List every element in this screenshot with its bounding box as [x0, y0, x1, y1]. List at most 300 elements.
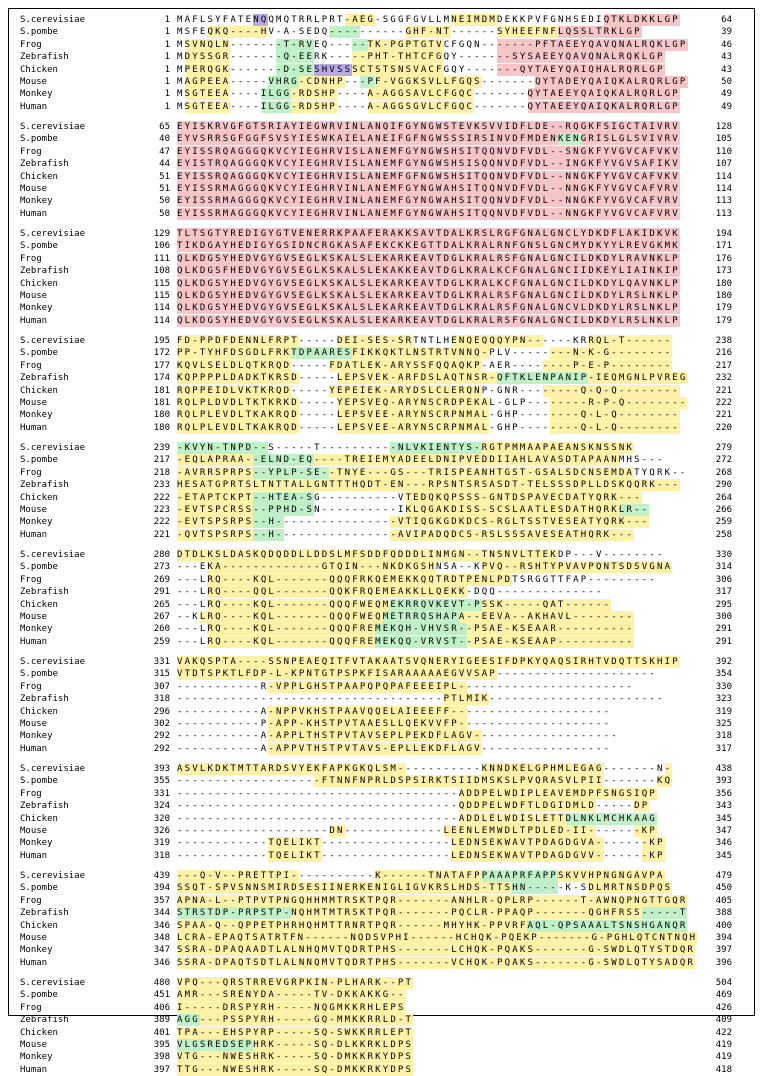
residue-run: ---- — [230, 89, 261, 100]
residue-run: QYTADEYQAIQKALRQRLGP — [535, 76, 688, 87]
start-position: 233 — [153, 480, 170, 491]
residue-run: SGTEEA — [184, 101, 231, 112]
start-position: 181 — [153, 385, 170, 396]
residue-run: NEIMDM — [451, 15, 498, 25]
end-position: 268 — [715, 467, 732, 478]
species-name: Monkey — [20, 196, 53, 207]
sequence-segment — [177, 932, 697, 944]
start-position: 223 — [153, 504, 170, 515]
sequence-segment — [177, 183, 680, 195]
residue-run: -IEQMGNLPVREG — [588, 373, 688, 384]
species-name: S.pombe — [20, 990, 58, 1001]
residue-run: APNA-L--PTPVTPNGQHHMMTRSKTPQR-------ANHLR-QPLRP------T-AWNQPNGTTGQR — [177, 895, 688, 906]
species-name: Human — [20, 850, 48, 861]
residue-run: ---E — [177, 562, 208, 573]
residue-run: -QVTSPSRPS — [177, 529, 254, 540]
start-position: 115 — [153, 278, 170, 289]
residue-run: EYISSRMAGGGQKVCYIEGHRVINLANEMFGYNGWAHSITQQNVDFVDL--NNGKFYVGVCAFVRV — [177, 208, 680, 219]
residue-run: NSA--K — [436, 562, 482, 573]
start-position: 239 — [153, 443, 170, 453]
residue-run: VPQ---QRSTRREVGRPKIN-PLHARK--PT — [177, 978, 414, 988]
residue-run: ------------------- — [466, 718, 612, 729]
residue-run: RQ----KQL-------QQQFRKQEMEKKQQTRDTPENLPD — [207, 574, 513, 585]
sequence-segment — [177, 409, 680, 421]
residue-run: ---L — [177, 624, 208, 635]
end-position: 128 — [715, 122, 732, 132]
sequence-segment — [177, 76, 688, 88]
residue-run: A--EEVA--AKHAVL-------- — [458, 611, 635, 622]
end-position: 114 — [715, 183, 732, 194]
sequence-segment — [177, 730, 619, 742]
start-position: 217 — [153, 455, 170, 466]
residue-run: QMQTRRLPRT — [268, 15, 345, 25]
sequence-segment — [177, 1051, 413, 1063]
start-position: 451 — [153, 990, 170, 1001]
residue-run: ---- — [329, 27, 360, 38]
species-name: S.cerevisiae — [20, 122, 86, 132]
end-position: 419 — [715, 1039, 732, 1050]
residue-run: TIKDGAYHEDIGYGSIDNCRGKASAFEKCKKEGTTDALKRALRNFGNSLGNCMYDKYYLREVGKMK — [177, 241, 680, 252]
residue-run: ------ — [230, 64, 277, 75]
residue-run: ----- — [596, 801, 635, 812]
sequence-segment — [177, 14, 680, 26]
species-name: Chicken — [20, 920, 58, 931]
residue-run: -AVRRSPRPS — [177, 467, 254, 478]
residue-run: ENQEQQQYPN-- — [451, 336, 543, 346]
end-position: 450 — [715, 883, 732, 894]
residue-run: MSFE — [177, 27, 208, 38]
sequence-segment — [177, 504, 649, 516]
residue-run: LCRA-EPAQTSATRTFN------NQDSVPHI------HCHQK-PQEKP-------G-PGHLQTCNTNQH — [177, 932, 698, 943]
end-position: 221 — [715, 385, 732, 396]
residue-run: QKQ----H — [207, 27, 269, 38]
end-position: 504 — [715, 978, 732, 988]
residue-run: QLKDGSYHEDVGYGVSEGLKSKALSLEKARKEAVTDGLKRALRSFGNALGNCVLDKDYLRSLNKLP — [177, 303, 680, 314]
end-position: 346 — [715, 838, 732, 849]
end-position: 426 — [715, 1002, 732, 1013]
species-name: Mouse — [20, 504, 48, 515]
end-position: 113 — [715, 196, 732, 207]
residue-run: QLKDGSYHEDVGYGVSEGLKSKALSLEKARKEAVTDGLKRALRSFGNALGNCILDKDYLRAVNKLP — [177, 253, 680, 264]
start-position: 307 — [153, 681, 170, 692]
sequence-segment — [177, 788, 657, 800]
end-position: 469 — [715, 990, 732, 1001]
residue-run: QLKDGSYHEDVGYGVSEGLKSKALSLEKARKEAVTDGLKRALRSFGNALGNCILDKDYLRSLNKLP — [177, 315, 680, 326]
residue-run: ----- — [603, 838, 642, 849]
end-position: 393 — [715, 776, 732, 787]
residue-run: ------ — [359, 27, 406, 38]
residue-run: HN---- — [512, 883, 558, 894]
start-position: 347 — [153, 945, 170, 956]
residue-run: ---L — [177, 636, 208, 647]
start-position: 114 — [153, 315, 170, 326]
residue-run: TEDQKQPSSS-GNTDSPAVECDATYQRK--- — [405, 492, 642, 503]
species-name: Chicken — [20, 492, 58, 503]
end-position: 409 — [715, 1015, 732, 1026]
residue-run: ------- — [603, 776, 657, 787]
residue-run: VTG---NWESHRK-----SQ-DMKKRKYDPS — [177, 1052, 414, 1063]
residue-run: TDPAARES — [291, 348, 353, 359]
residue-run: ---------- — [405, 764, 482, 774]
residue-run: -RDSHP — [291, 101, 338, 112]
species-name: Mouse — [20, 76, 48, 87]
species-name: Frog — [20, 467, 42, 478]
species-name: S.pombe — [20, 883, 58, 894]
start-position: 346 — [153, 957, 170, 968]
residue-run: RQ----QQL-------QQKFRQEMEAKKLLQEKK — [207, 587, 467, 598]
start-position: 129 — [153, 229, 170, 239]
residue-run: EKRRQVKEVT-P — [390, 599, 482, 610]
residue-run: -----------A — [177, 706, 269, 717]
sequence-segment — [177, 870, 665, 882]
residue-run: -TNYE---GS---TRISPEANHTGST-GSALSDCNSEMDA — [329, 467, 635, 478]
residue-run: EYISSRMAGGGQKVCYIEGHRVINLANEMFGYNGWAHSITQQNVDFVDL--NNGKFYVGVCAFVRV — [177, 196, 680, 207]
species-name: S.pombe — [20, 241, 58, 252]
end-position: 217 — [715, 360, 732, 371]
residue-run: -VPPLGHSTPAAPQPQPAFEEEIPL- — [268, 681, 467, 692]
end-position: 323 — [715, 694, 732, 705]
start-position: 180 — [153, 410, 170, 421]
start-position: 222 — [153, 517, 170, 528]
residue-run: LEDNSEKWAVTPDAGDGVA- — [451, 838, 604, 849]
start-position: 296 — [153, 706, 170, 717]
sequence-segment — [177, 315, 680, 327]
start-position: 40 — [159, 134, 170, 145]
end-position: 392 — [715, 657, 732, 667]
residue-run: M — [177, 101, 185, 112]
residue-run: -GHP---- — [489, 410, 551, 421]
residue-run: RQLPLEVDLTKAKRQD — [177, 422, 299, 433]
residue-run: SVNQLN — [184, 39, 231, 50]
sequence-segment — [177, 26, 642, 38]
species-name: Mouse — [20, 397, 48, 408]
end-position: 291 — [715, 624, 732, 635]
residue-run: -APPLTHSTPVTAVSEPLPEKDFLAGV- — [268, 731, 482, 742]
residue-run: PERQGK — [184, 64, 231, 75]
residue-run: -D-SE — [276, 64, 315, 75]
species-name: Zebrafish — [20, 52, 69, 63]
start-position: 174 — [153, 373, 170, 384]
sequence-segment — [177, 561, 672, 573]
residue-run: -------------- — [283, 529, 391, 540]
start-position: 397 — [153, 1064, 170, 1075]
residue-run: LQSSLTRKLGP — [557, 27, 642, 38]
residue-run: LRQ----KQL-------QQQFWEQ — [199, 611, 383, 622]
species-name: Zebrafish — [20, 908, 69, 919]
residue-run: ------- — [474, 89, 528, 100]
residue-run: ---------------------- — [466, 681, 635, 692]
species-name: S.pombe — [20, 134, 58, 145]
residue-run: EYISSRQAGGGQKVCYIEGHRVISLANEMFGYNGWSHSITQQNVDFVDL--SNGKFYVGVCAFVKV — [177, 146, 680, 157]
end-position: 259 — [715, 517, 732, 528]
species-name: Human — [20, 101, 48, 112]
start-position: 269 — [153, 574, 170, 585]
residue-run: -PSAE-KSEAAP---------- — [466, 636, 635, 647]
start-position: 111 — [153, 253, 170, 264]
residue-run: FDATLEK-ARYSSFQQAQKP — [329, 360, 482, 371]
species-name: Zebrafish — [20, 587, 69, 598]
sequence-segment — [177, 611, 634, 623]
sequence-segment — [177, 882, 672, 894]
species-name: Zebrafish — [20, 1015, 69, 1026]
sequence-segment — [177, 989, 406, 1001]
residue-run: ---------- — [298, 871, 376, 881]
residue-run: QTKLDKKLGP — [603, 15, 680, 25]
residue-run: -------------- — [283, 517, 391, 528]
residue-run: QY----- — [443, 52, 498, 63]
residue-run: HRK-----SQ-DLKKRKLDPS — [253, 1039, 414, 1050]
start-position: 1 — [164, 76, 170, 87]
species-name: Mouse — [20, 825, 48, 836]
residue-run: ----------------- — [321, 850, 452, 861]
residue-run: VTDTSPKTLFDP-L-KPNTGTPSPKFISARAAAAAEGVVSAP — [177, 669, 497, 680]
sequence-segment — [177, 574, 657, 586]
residue-run: ------------ — [177, 850, 269, 861]
species-name: S.pombe — [20, 562, 58, 573]
sequence-segment — [177, 158, 680, 170]
sequence-segment — [177, 240, 680, 252]
residue-run: ----- — [230, 76, 269, 87]
start-position: 267 — [153, 611, 170, 622]
sequence-segment — [177, 599, 611, 611]
residue-run: -Q-EE — [276, 52, 315, 63]
residue-run: ---- — [337, 101, 368, 112]
residue-run: ----Q-L-Q-------- — [550, 422, 680, 433]
residue-run: -AVIPADQDCS-RSLSSSAVESEATHQRK--- — [390, 529, 635, 540]
sequence-segment — [177, 668, 657, 680]
residue-run: ------------------------------------- — [177, 788, 459, 799]
residue-run: -AEG — [344, 15, 376, 25]
end-position: 49 — [721, 101, 732, 112]
species-name: Monkey — [20, 731, 53, 742]
end-position: 400 — [715, 920, 732, 931]
residue-run: AMR---SRENYDA-----TV-DKKAKKG-- — [177, 990, 406, 1001]
end-position: 347 — [715, 825, 732, 836]
residue-run: RQ----KQL-------QQQFRE — [207, 624, 376, 635]
residue-run: -----T — [641, 908, 688, 919]
sequence-segment — [177, 228, 680, 240]
residue-run: ------------ — [177, 838, 269, 849]
species-name: Human — [20, 208, 48, 219]
end-position: 306 — [715, 574, 732, 585]
residue-run: KLQGAKDISS-SCSLAATLESDATHQRK — [405, 504, 619, 515]
end-position: 113 — [715, 208, 732, 219]
sequence-segment — [177, 825, 657, 837]
start-position: 355 — [153, 776, 170, 787]
species-name: Monkey — [20, 517, 53, 528]
residue-run: AGPEEA — [184, 76, 231, 87]
residue-run: TSRGGTTFAP--------- — [512, 574, 657, 585]
residue-run: ---L — [177, 574, 208, 585]
sequence-segment — [177, 718, 611, 730]
residue-run: ------- — [474, 101, 528, 112]
end-position: 264 — [715, 492, 732, 503]
species-name: S.cerevisiae — [20, 978, 86, 988]
start-position: 106 — [153, 241, 170, 252]
residue-run: -ETAPTCKPT — [177, 492, 254, 503]
end-position: 179 — [715, 303, 732, 314]
residue-run: -AER---- — [481, 360, 543, 371]
residue-run: EYISTRQAGGGQKVCYIEGHRVISLANEMFGYNGWSHSISQQNVDFVDL--INGKFYVGVSAFIKV — [177, 159, 680, 170]
species-name: S.pombe — [20, 776, 58, 787]
start-position: 1 — [164, 89, 170, 100]
residue-run: -KVYN-TNPD-- — [177, 443, 269, 453]
residue-run: SHVSS — [314, 64, 353, 75]
residue-run: TQELIKT — [268, 850, 322, 861]
residue-run: EQ--- — [314, 39, 353, 50]
residue-run: -P — [359, 76, 376, 87]
residue-run: ----P-E-P-------- — [542, 360, 673, 371]
residue-run: EYISSRQAGGGQKVCYIEGHRVISLANEMFGFNGWSHSITQQNVDFVDL--NNGKFYVGVCAFVKV — [177, 171, 680, 182]
end-position: 438 — [715, 764, 732, 774]
start-position: 280 — [153, 550, 170, 560]
end-position: 179 — [715, 315, 732, 326]
residue-run: LR-- — [618, 504, 650, 515]
residue-run: -KP — [641, 838, 665, 849]
residue-run: -EQLAPRAA- — [177, 455, 254, 466]
species-name: Human — [20, 1064, 48, 1075]
residue-run: GQY---- — [443, 64, 498, 75]
residue-run: ---PSSPYRH-----GQ-MMKKRRLD-T — [199, 1015, 414, 1026]
residue-run: - — [664, 764, 673, 774]
residue-run: ----KR — [542, 336, 589, 346]
residue-run: --PPHD-S — [253, 504, 315, 515]
sequence-segment — [177, 693, 665, 705]
start-position: 318 — [153, 850, 170, 861]
residue-run: -RDSHP — [291, 89, 338, 100]
residue-run: EYVSRRSGFGGFSVSYIESWKAIELANEIFGFNGWSSSIRSINVDFMDEN — [177, 134, 558, 145]
end-position: 171 — [715, 241, 732, 252]
residue-run: PVQ--RSHTYPVAVPQNTSDSVGNA — [481, 562, 673, 573]
sequence-segment — [177, 586, 604, 598]
residue-run: TPA---EHSPYRP-----SQ-SWKKRRLEPT — [177, 1027, 414, 1038]
residue-run: DTDLKSLDASKQDQDDLLDDSLMFSDDFQDDDLINMGN--TNSNVLTTEK — [177, 550, 558, 560]
sequence-segment — [177, 64, 665, 76]
end-position: 419 — [715, 1052, 732, 1063]
sequence-segment — [177, 529, 634, 541]
sequence-segment — [177, 800, 649, 812]
species-name: S.cerevisiae — [20, 229, 86, 239]
residue-run: ILGG — [260, 101, 292, 112]
residue-run: TLTSGTYREDIGYGTVENERRKPAAFERAKKSAVTDALKRSLRGFGNALGNCLYDKDFLAKIDKVK — [177, 229, 680, 239]
residue-run: PP-TYHFDSGDLFRK — [177, 348, 292, 359]
residue-run: TTG---NWESHRK-----SQ-DMKKRKYDPS — [177, 1064, 414, 1075]
sequence-segment — [177, 290, 680, 302]
residue-run: SSQT-SPVSNNSMIRDSESIINERKENIGLIGVKRSLHDS-TTS — [177, 883, 513, 894]
residue-run: ----- — [291, 360, 330, 371]
sequence-segment — [177, 743, 611, 755]
residue-run: ---- — [230, 101, 261, 112]
residue-run: ------ — [230, 39, 277, 50]
residue-run: -- — [352, 39, 368, 50]
residue-run: DYSSGR — [184, 52, 231, 63]
residue-run: KQ — [657, 776, 673, 787]
species-name: Human — [20, 743, 48, 754]
residue-run: SKVVHPNGNGAVPA — [557, 871, 665, 881]
sequence-segment — [177, 516, 649, 528]
residue-run: ------------- — [344, 825, 444, 836]
end-position: 266 — [715, 504, 732, 515]
residue-run: YEPSVEQ-ARYNSCRDPEKA — [337, 397, 490, 408]
residue-run: RQPPEIDLVKTKRQD — [177, 385, 292, 396]
residue-run: -CDNHP — [298, 76, 345, 87]
sequence-segment — [177, 1002, 406, 1014]
residue-run: -----PFTAEEYQAVQNALRQKLGP — [497, 39, 688, 50]
start-position: 346 — [153, 920, 170, 931]
residue-run: RGTPMMAAPAEANSKNSSNK — [481, 443, 635, 453]
residue-run: LEPSVEE-ARYNSCRPNMAL — [337, 422, 490, 433]
start-position: 324 — [153, 801, 170, 812]
start-position: 115 — [153, 290, 170, 301]
species-name: Zebrafish — [20, 373, 69, 384]
start-position: 331 — [153, 657, 170, 667]
end-position: 397 — [715, 945, 732, 956]
residue-run: PTLMIK — [443, 694, 490, 705]
species-name: Zebrafish — [20, 480, 69, 491]
sequence-segment — [177, 957, 695, 969]
residue-run: AGG — [177, 1015, 200, 1026]
residue-run: DN — [329, 825, 345, 836]
residue-run: ILGG — [260, 89, 292, 100]
end-position: 232 — [715, 373, 732, 384]
sequence-segment — [177, 171, 680, 183]
start-position: 195 — [153, 336, 170, 346]
sequence-segment — [177, 51, 665, 63]
residue-run: QLKDGSYHEDVGYGVSEGLKSKALSLEKARKEAVTDGLKRALRSFGNALGNCILDKDYLRSLNKLP — [177, 290, 680, 301]
sequence-segment — [177, 335, 672, 347]
end-position: 238 — [715, 336, 732, 346]
residue-run: -KP — [634, 825, 657, 836]
residue-run: --SYSAEEYQAVQNALRQKLGP — [497, 52, 665, 63]
species-name: Monkey — [20, 838, 53, 849]
sequence-segment — [177, 133, 680, 145]
start-position: 302 — [153, 718, 170, 729]
residue-run: F-VGGKSVLLFGQS — [375, 76, 482, 87]
species-name: S.cerevisiae — [20, 764, 86, 774]
residue-run: N----------I — [314, 504, 406, 515]
species-name: S.pombe — [20, 27, 58, 38]
residue-run: RQL-T------ — [588, 336, 673, 346]
residue-run: ----------------------------------- — [177, 694, 444, 705]
residue-run: MEKQQ-VRVST- — [375, 636, 467, 647]
species-name: Human — [20, 957, 48, 968]
sequence-segment — [177, 775, 672, 787]
sequence-segment — [177, 121, 680, 133]
end-position: 110 — [715, 146, 732, 157]
residue-run: PAAAPRFAPP — [481, 871, 558, 881]
start-position: 114 — [153, 303, 170, 314]
species-name: S.cerevisiae — [20, 15, 86, 25]
residue-run: PLV----- — [489, 348, 551, 359]
residue-run: DLMRTNSDPQS — [588, 883, 673, 894]
species-name: Frog — [20, 681, 42, 692]
species-name: Frog — [20, 39, 42, 50]
sequence-segment — [177, 549, 665, 561]
sequence-segment — [177, 763, 672, 775]
sequence-segment — [177, 385, 680, 397]
residue-run: -- — [344, 76, 360, 87]
end-position: 50 — [721, 76, 732, 87]
residue-run: MEKQH-VHVSR- — [375, 624, 467, 635]
residue-run: --H- — [253, 529, 284, 540]
start-position: 172 — [153, 348, 170, 359]
residue-run: K------TNATAFP — [375, 871, 482, 881]
residue-run: -EVTSPCRSS — [177, 504, 254, 515]
species-name: Human — [20, 315, 48, 326]
residue-run: -GHP---- — [489, 422, 551, 433]
species-name: Monkey — [20, 945, 53, 956]
start-position: 65 — [159, 122, 170, 132]
